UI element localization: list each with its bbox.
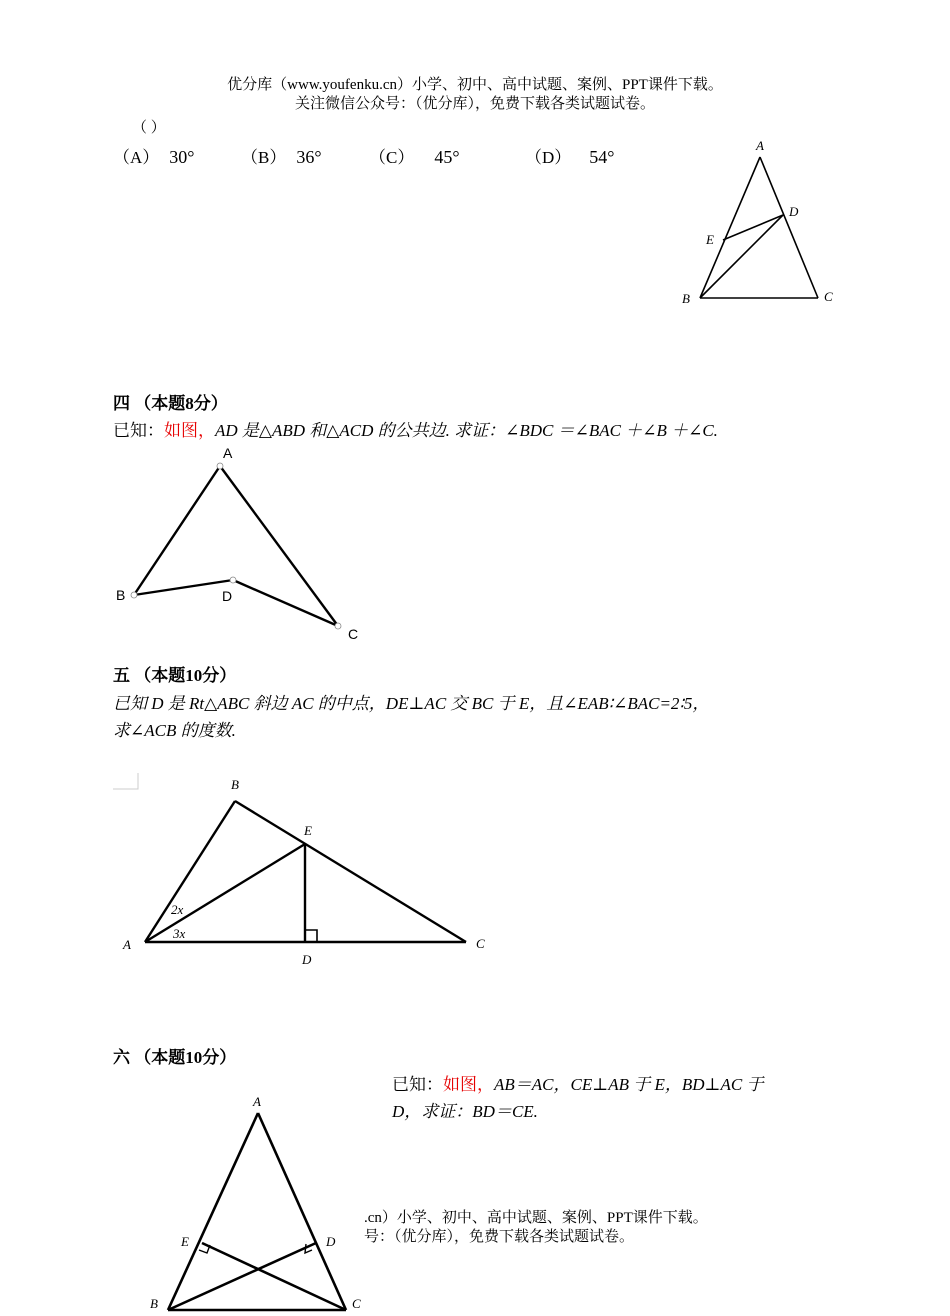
option-d-value: 54° <box>589 147 615 167</box>
q4-heading: 四 （本题8分） <box>113 394 228 413</box>
q3-label-b: B <box>682 291 690 306</box>
q5-label-b: B <box>231 777 239 792</box>
q4-statement: AD 是△ABD 和△ACD 的公共边. 求证：∠BDC ＝∠BAC ＋∠B ＋∠C. <box>215 421 718 440</box>
q4-prefix: 已知： <box>113 421 164 440</box>
q6-figure-ref: 如图， <box>443 1075 494 1094</box>
option-a-value: 30° <box>169 147 195 167</box>
q5-label-e: E <box>304 823 312 838</box>
q6-label-a: A <box>253 1094 261 1109</box>
q6-label-d: D <box>326 1234 336 1249</box>
footer-line-1: .cn）小学、初中、高中试题、案例、PPT课件下载。 <box>364 1210 708 1226</box>
option-b-label: （B） <box>241 148 287 167</box>
option-c-value: 45° <box>434 147 460 167</box>
option-d-label: （D） <box>525 148 572 167</box>
q6-label-b: B <box>150 1296 158 1311</box>
q5-line-2: 求∠ACB 的度数. <box>113 721 236 740</box>
q5-label-a: A <box>123 937 131 952</box>
q6-line-2: D，求证：BD＝CE. <box>392 1102 538 1121</box>
option-b-value: 36° <box>296 147 322 167</box>
option-a-label: （A） <box>113 148 160 167</box>
q3-label-e: E <box>706 232 714 247</box>
q5-angle-3x: 3x <box>173 926 186 941</box>
q6-label-c: C <box>352 1296 361 1311</box>
q6-heading: 六 （本题10分） <box>113 1048 237 1067</box>
q5-line-1: 已知 D 是 Rt△ABC 斜边 AC 的中点，DE⊥AC 交 BC 于 E，且∠EAB∶∠BAC=2∶5， <box>113 694 710 713</box>
header-line-2: 关注微信公众号：（优分库），免费下载各类试题试卷。 <box>294 96 655 112</box>
q3-label-d: D <box>789 204 799 219</box>
q6-statement-1: AB＝AC，CE⊥AB 于 E，BD⊥AC 于 <box>494 1075 764 1094</box>
q3-label-c: C <box>824 289 833 304</box>
footer-line-2: 号：（优分库），免费下载各类试题试卷。 <box>364 1229 635 1245</box>
q5-label-d: D <box>302 952 312 967</box>
q4-label-c: C <box>348 626 359 642</box>
q4-label-b: B <box>116 587 126 603</box>
q4-label-a: A <box>223 445 233 461</box>
q5-angle-2x: 2x <box>171 902 184 917</box>
q3-label-a: A <box>756 138 764 153</box>
q4-label-d: D <box>222 588 233 604</box>
q4-figure-ref: 如图， <box>164 421 215 440</box>
q5-heading: 五 （本题10分） <box>113 666 237 685</box>
option-c-label: （C） <box>369 148 415 167</box>
q5-label-c: C <box>476 936 485 951</box>
q6-label-e: E <box>181 1234 189 1249</box>
q6-prefix: 已知： <box>392 1075 443 1094</box>
header-line-1: 优分库（www.youfenku.cn）小学、初中、高中试题、案例、PPT课件下载。 <box>227 77 723 93</box>
answer-paren: （ ） <box>132 120 166 136</box>
